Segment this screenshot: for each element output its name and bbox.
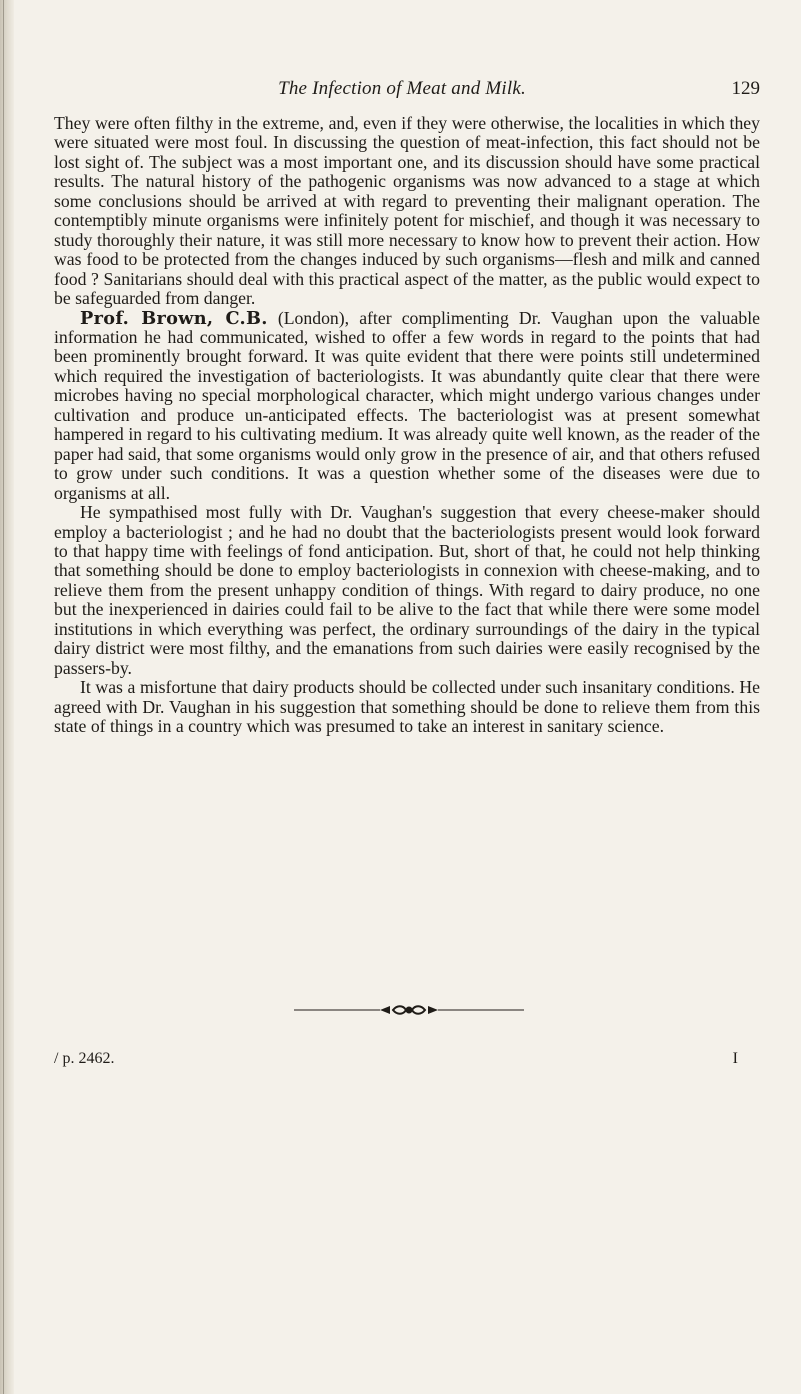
- page-binding-edge: [0, 0, 14, 1394]
- article-body: [54, 114, 760, 737]
- paragraph-2-text: (London), after complimenting Dr. Vaughan upon the valuable information he had communicated, wished to offer a few words in regard to the points that had been prominently brought forward. It was quite evident that there were points still undetermined which required the investigation of bacteriologists. It was abundantly quite clear that there were microbes having no special morphological character, which might undergo various changes under cultivation and produce un-anticipated effects. The bacteriologist was at present somewhat hampered in regard to his cultivating medium. It was already quite well known, as the reader of the paper had said, that some organisms would only grow in the presence of air, and that others refused to grow under such conditions. It was a question whether some of the diseases were due to organisms at all.: [54, 307, 760, 503]
- paragraph-3-text: He sympathised most fully with Dr. Vaughan's suggestion that every cheese-maker should employ a bacteriologist ; and he had no doubt that the bacteriologists present would look forward to that happy time with feelings of fond anticipation. But, short of that, he could not help thinking that something should be done to employ bacteriologists in connexion with cheese-making, and to relieve them from the present unhappy condition of things. With regard to dairy produce, no one but the inexperienced in dairies could fail to be alive to the fact that while there were some model institutions in which everything was perfect, the ordinary surroundings of the dairy in the typical dairy district were most filthy, and the emanations from such dairies were easily recognised by the passers-by.: [54, 502, 760, 678]
- page-number: 129: [731, 78, 760, 99]
- paragraph-4-text: It was a misfortune that dairy products should be collected under such insanitary conditions. He agreed with Dr. Vaughan in his suggestion that something should be done to relieve them from this state of things in a country which was presumed to take an interest in sanitary science.: [54, 677, 760, 737]
- signature-mark: I: [732, 1050, 738, 1067]
- section-divider-ornament: [294, 1000, 524, 1020]
- page-footer: [44, 1050, 760, 1074]
- paragraph-1: [54, 114, 760, 309]
- book-page: [44, 0, 760, 1394]
- running-title: The Infection of Meat and Milk.: [278, 78, 526, 99]
- page-header: [44, 78, 760, 106]
- speaker-name: Prof. Brown, C.B.: [80, 307, 268, 329]
- paragraph-1-text: They were often filthy in the extreme, and, even if they were otherwise, the localities in which they were situated were most foul. In discussing the question of meat-infection, this fact should not be lost sight of. The subject was a most important one, and its discussion should have some practical results. The natural history of the pathogenic organisms was now advanced to a stage at which some conclusions should be arrived at with regard to preventing their malignant operation. The contemptibly minute organisms were infinitely potent for mischief, and though it was necessary to study thoroughly their nature, it was still more necessary to know how to prevent their action. How was food to be protected from the changes induced by such organisms—flesh and milk and canned food ? Sanitarians should deal with this practical aspect of the matter, as the public would expect to be safeguarded from danger.: [54, 113, 760, 309]
- binding-shadow-line: [3, 0, 4, 1394]
- paragraph-3: [54, 503, 760, 678]
- paragraph-4: [54, 678, 760, 736]
- paragraph-2: [54, 309, 760, 504]
- print-signature: / p. 2462.: [54, 1050, 115, 1067]
